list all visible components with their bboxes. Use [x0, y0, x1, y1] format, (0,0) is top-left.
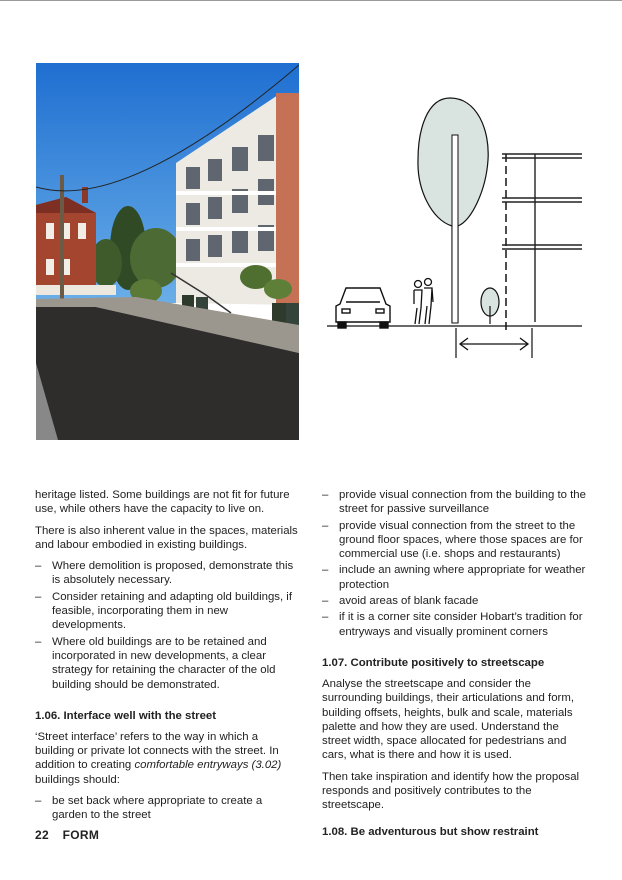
- dash-bullet: –: [322, 489, 329, 501]
- paragraph: There is also inherent value in the spaces, materials and labour embodied in existing buildings.: [35, 524, 298, 551]
- page-top-rule: [0, 0, 622, 1]
- right-text-column: [322, 488, 590, 846]
- dash-bullet: –: [35, 560, 42, 573]
- dash-bullet: –: [35, 795, 42, 808]
- dash-bullet: –: [35, 635, 42, 648]
- list-item: – Where demolition is proposed, demonstrate this is absolutely necessary.: [35, 560, 294, 587]
- dash-bullet: –: [35, 590, 42, 603]
- section-heading-1-07: 1.07. Contribute positively to streetscape: [322, 656, 545, 669]
- paragraph: ‘Street interface’ refers to the way in which a building or private lot connects with the street. In addition to creating comfortable entryways (3.02) buildings should:: [35, 730, 282, 786]
- dash-bullet: –: [322, 611, 329, 624]
- list-item: – Where old buildings are to be retained and incorporated in new developments, a clear strategy for retaining the character of the old building should be demonstrated.: [35, 635, 276, 691]
- list-item: – include an awning where appropriate for weather protection: [322, 564, 586, 591]
- left-text-column: [35, 488, 300, 830]
- paragraph: heritage listed. Some buildings are not fit for future use, while others have the capacity to live on.: [35, 489, 290, 516]
- list-item: – provide visual connection from the building to the street for passive surveillance: [322, 489, 586, 516]
- dash-bullet: –: [322, 595, 329, 608]
- dash-bullet: –: [322, 564, 329, 577]
- streetscape-photo: [36, 63, 299, 440]
- section-heading-1-06: 1.06. Interface well with the street: [35, 709, 217, 722]
- bullet-list: [35, 559, 300, 692]
- bullet-list: [322, 488, 590, 639]
- street-interface-diagram: [322, 90, 588, 362]
- page-number: 22: [35, 828, 49, 842]
- list-item: – provide visual connection from the street to the ground floor spaces, where those spaces are for commercial use (i.e. shops and restaurants): [322, 519, 583, 561]
- page-footer: [35, 828, 99, 842]
- bullet-list: [35, 794, 300, 823]
- list-item: – if it is a corner site consider Hobart’s tradition for entryways and visually prominent corners: [322, 611, 583, 638]
- list-item: – avoid areas of blank facade: [322, 595, 479, 608]
- list-item: – be set back where appropriate to create a garden to the street: [35, 795, 263, 822]
- dash-bullet: –: [322, 519, 329, 532]
- section-name: FORM: [62, 828, 100, 842]
- section-heading-1-08: 1.08. Be adventurous but show restraint: [322, 825, 539, 838]
- list-item: – Consider retaining and adapting old buildings, if feasible, incorporating them in new developments.: [35, 590, 292, 632]
- paragraph: Then take inspiration and identify how the proposal responds and positively contributes to the streetscape.: [322, 770, 580, 812]
- paragraph: Analyse the streetscape and consider the surrounding buildings, their articulations and form, building offsets, heights, bulk and scale, materials palette and how they are used. Understand the street width, space allocated for pedestrians and cars, what is there and how it is used.: [322, 677, 574, 762]
